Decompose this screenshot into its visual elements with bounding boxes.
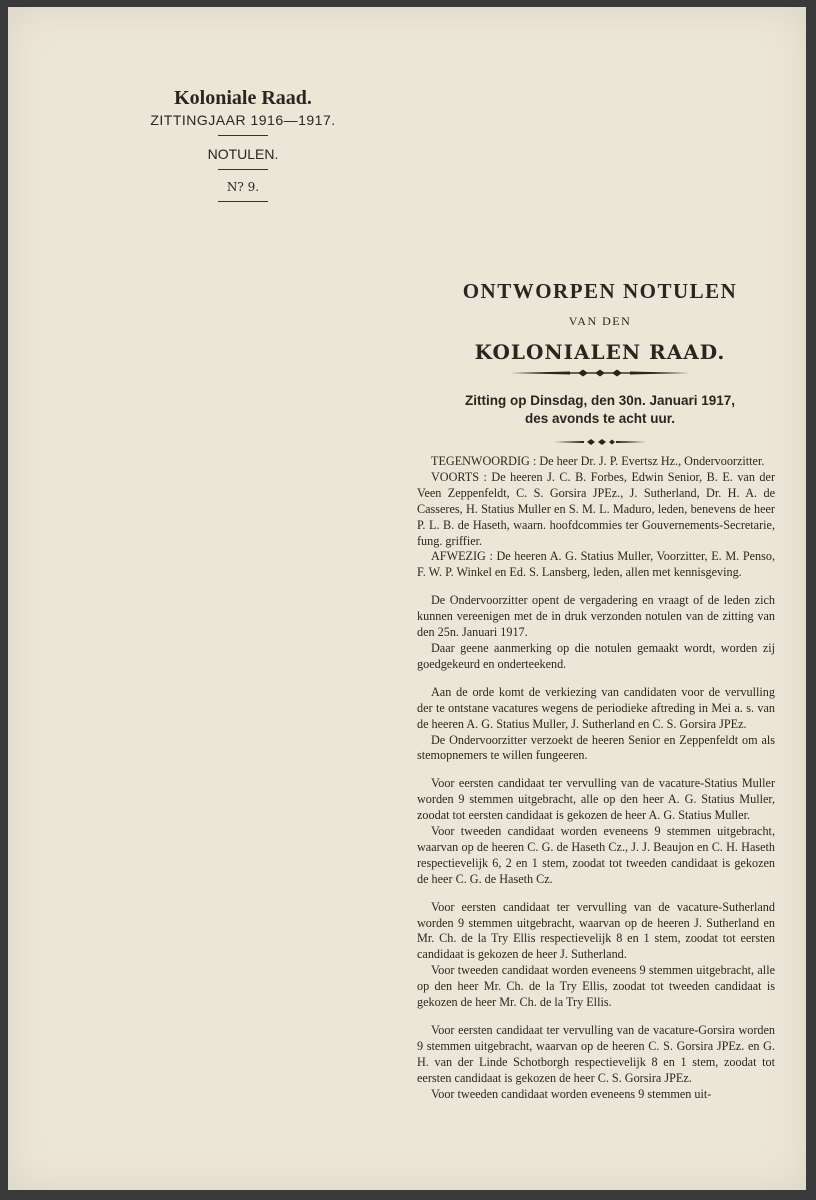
minutes-body xyxy=(417,454,775,1103)
session-date-line-1: Zitting op Dinsdag, den 30n. Januari 1917, xyxy=(464,393,736,408)
document-header xyxy=(128,87,358,209)
paragraph: Daar geene aanmerking op die notulen gemaakt wordt, worden zij goedgekeurd en onderteekend. xyxy=(417,640,775,671)
title-line-3: KOLONIALEN RAAD. xyxy=(474,340,726,364)
doc-type: NOTULEN. xyxy=(207,146,279,162)
ornament-rule-icon xyxy=(510,368,690,378)
divider xyxy=(218,201,268,202)
paragraph: De Ondervoorzitter opent de vergadering en vraagt of de leden zich kunnen vereenigen met de in druk verzonden notulen van de zitting van den 25n. Januari 1917. xyxy=(417,593,775,640)
divider xyxy=(218,135,268,136)
paragraph: Voor tweeden candidaat worden eveneens 9 stemmen uitgebracht, alle op den heer Mr. Ch. de la Try Ellis, zoodat tot tweeden candidaat is gekozen de heer Mr. Ch. de la Try Ellis. xyxy=(417,963,775,1010)
document-page xyxy=(8,7,806,1190)
session-date-line-2: des avonds te acht uur. xyxy=(524,411,676,426)
org-name: Koloniale Raad. xyxy=(174,87,312,109)
paragraph: De Ondervoorzitter verzoekt de heeren Senior en Zeppenfeldt om als stemopnemers te willen fungeeren. xyxy=(417,732,775,763)
ornament-small-icon xyxy=(554,438,646,446)
title-line-1: ONTWORPEN NOTULEN xyxy=(462,279,738,303)
session-date xyxy=(408,392,792,428)
title-block xyxy=(408,279,792,446)
paragraph: AFWEZIG : De heeren A. G. Statius Muller, Voorzitter, E. M. Penso, F. W. P. Winkel en Ed. S. Lansberg, leden, allen met kennisgeving. xyxy=(417,549,775,580)
paragraph: VOORTS : De heeren J. C. B. Forbes, Edwin Senior, B. E. van der Veen Zeppenfeldt, C. S. Gorsira JPEz., J. Sutherland, Dr. H. A. de Casseres, H. Statius Muller en S. M. L. Maduro, leden, benevens de heer P. L. B. de Haseth, waarn. hoofdcommies ter Gouvernements-Secretarie, fung. griffier. xyxy=(417,469,775,548)
paragraph: Voor tweeden candidaat worden eveneens 9 stemmen uitgebracht, waarvan op de heeren C. G. de Haseth Cz., J. J. Beaujon en C. H. Haseth respectievelijk 6, 2 en 1 stem, zoodat tot tweeden candidaat is gekozen de heer C. G. de Haseth Cz. xyxy=(417,824,775,886)
session-year: ZITTINGJAAR 1916—1917. xyxy=(150,112,336,128)
paragraph: Voor eersten candidaat ter vervulling van de vacature-Statius Muller worden 9 stemmen uitgebracht, alle op den heer A. G. Statius Muller, zoodat tot eersten candidaat is gekozen de heer A. G. Statius Muller. xyxy=(417,776,775,823)
paragraph: TEGENWOORDIG : De heer Dr. J. P. Evertsz Hz., Ondervoorzitter. xyxy=(431,454,765,468)
title-line-2: VAN DEN xyxy=(568,314,632,328)
doc-number: N? 9. xyxy=(226,180,260,194)
paragraph: Aan de orde komt de verkiezing van candidaten voor de vervulling der te ontstane vacatures wegens de periodieke aftreding in Mei a. s. van de heeren A. G. Statius Muller, J. Sutherland en C. S. Gorsira JPEz. xyxy=(417,684,775,731)
paragraph: Voor tweeden candidaat worden eveneens 9 stemmen uit- xyxy=(431,1086,712,1101)
divider xyxy=(218,169,268,170)
paragraph: Voor eersten candidaat ter vervulling van de vacature-Sutherland worden 9 stemmen uitgebracht, waarvan op de heeren J. Sutherland en Mr. Ch. de la Try Ellis respectievelijk 8 en 1 stem, zoodat tot eersten candidaat is gekozen de heer J. Sutherland. xyxy=(417,899,775,962)
paragraph: Voor eersten candidaat ter vervulling van de vacature-Gorsira worden 9 stemmen uitgebracht, waarvan op de heeren C. S. Gorsira JPEz. en G. H. van der Linde Schotborgh respectievelijk 8 en 1 stem, zoodat tot eersten candidaat is gekozen de heer C. S. Gorsira JPEz. xyxy=(417,1023,775,1085)
